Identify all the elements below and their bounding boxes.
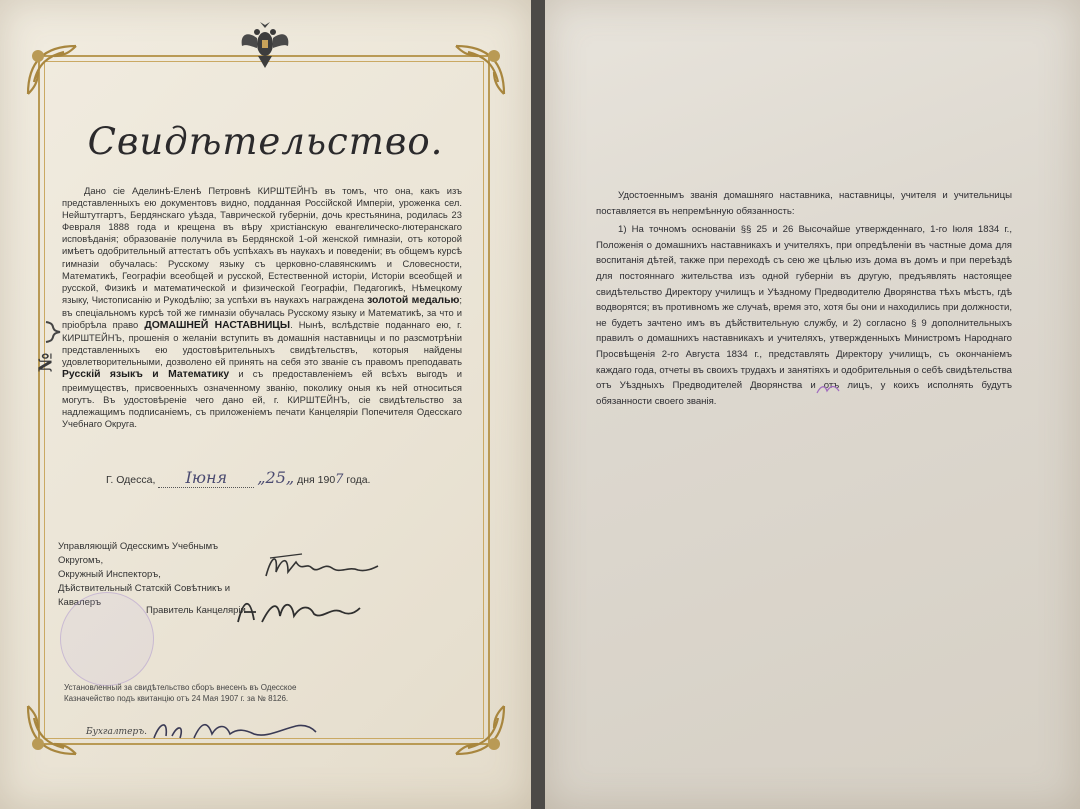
fee-note: Установленный за свидѣтельство сборъ внесенъ въ Одесское Казначейство подъ квитанцію отъ 24 Мая 1907 г. за № 8126. xyxy=(64,683,297,703)
chancery-seal-stamp xyxy=(60,592,154,686)
chancery-label: Правитель Канцеляріи xyxy=(146,605,246,616)
obligations-rules: 1) На точномъ основаніи §§ 25 и 26 Высочайше утвержденнаго, 1-го Іюля 1834 г., Положенія о домашнихъ наставникахъ и учителяхъ, при опредѣленіи въ частные дома для воспитанія дѣтей, также при переходѣ съ сею же цѣлью изъ дома въ домъ и при переѣздѣ для постояннаго жительства изъ одной губерніи въ другую, предъявлять настоящее свидѣтельство Директору училищъ и Уѣздному Предводителю Дворянства тѣхъ мѣстъ, гдѣ водворятся; въ противномъ же случаѣ, время это, хотя бы они и находились при должности, не будетъ зачтено имъ въ дѣйствительную службу, и 2) согласно § 9 дополнительныхъ правилъ о домашнихъ наставникахъ и учителяхъ, утвержденныхъ Министромъ Народнаго Просвѣщенія 2-го Августа 1834 г., представлять Директору училищъ, съ окончаніемъ каждаго года, отчеты въ своихъ трудахъ и занятіяхъ и одобрительныя о себѣ свидѣтельства отъ Уѣздныхъ Предводителей Дворянства и отъ лицъ, у коихъ исполнять будутъ обязанности своего званія. xyxy=(596,224,1012,407)
body-paragraph-3: . Нынѣ, вслѣдствіе поданнаго ею, г. КИРШТЕЙНЪ, прошенія о желаніи вступить въ домашнія наставницы и по разсмотрѣніи представленныхъ ею удостовѣрительныхъ свидѣтельствъ, которыя найдены удовлетворительными, дозволено ей принять на себя это званіе съ правомъ преподавать xyxy=(62,319,462,368)
body-paragraph-2: ; въ спеціальномъ курсѣ той же гимназіи обучалась Русскому языку и Математикѣ, за что и пріобрѣла право xyxy=(62,293,462,331)
body-paragraph-4: и съ предоставленіемъ ей всѣхъ выгодъ и преимуществъ, присвоенныхъ означенному званію, поколику оныя къ ней относиться могутъ. Въ удостовѣреніе чего дано ей, г. КИРШТЕЙНЪ, сіе свидѣтельство за надлежащимъ подписаніемъ, съ приложеніемъ печати Канцеляріи Попечителя Одесскаго Учебнаго Округа. xyxy=(62,368,462,429)
official-line-3: Дѣйствительный Статскій Совѣтникъ и Кавалеръ xyxy=(58,583,231,608)
year-suffix: года. xyxy=(346,474,371,486)
page-gutter xyxy=(531,0,545,809)
place-text: Г. Одесса, xyxy=(106,474,156,486)
purple-ink-mark xyxy=(815,383,841,397)
number-label: № xyxy=(35,352,57,373)
handwritten-month: Іюня xyxy=(185,468,228,487)
chancery-signature xyxy=(232,592,362,628)
body-paragraph-1: Дано сіе Аделинѣ-Еленѣ Петровнѣ КИРШТЕЙНЪ въ томъ, что она, какъ изъ представленныхъ ею документовъ видно, подданная Россійской Имперіи, уроженка сел. Нейштутгартъ, Бердянскаго уѣзда, Таврической губерніи, дочь крестьянина, родилась 23 Февраля 1888 года и крещена въ вѣру христіанскую евангелическо-лютеранскаго исповѣданія; образованіе получила въ Бердянской 1-ой женской гимназіи, отъ которой имѣетъ одобрительный аттестатъ объ успѣхахъ въ наукахъ и поведеніи; въ общемъ курсѣ гимназіи обучалась: Русскому языку съ церковно-славянскимъ и Словесности, Математикѣ, Географіи всеобщей и русской, Естественной исторіи, Исторіи всеобщей и русской, Физикѣ и математической и физической Географіи, Педагогикѣ, Нѣмецкому языку, Чистописанію и Рукодѣлію; за успѣхи въ наукахъ награждена xyxy=(62,185,462,305)
corner-ornament-bottom-right xyxy=(452,702,508,758)
subjects-text: Русскій языкъ и Математику xyxy=(62,369,230,381)
number-scribble-mark xyxy=(42,318,64,346)
double-headed-eagle-emblem xyxy=(238,20,292,70)
handwritten-year-digit: 7 xyxy=(335,472,344,487)
official-line-1: Управляющій Одесскимъ Учебнымъ Округомъ, xyxy=(58,541,219,566)
certificate-body xyxy=(62,185,462,430)
certificate-number xyxy=(35,318,64,378)
official-line-2: Окружный Инспекторъ, xyxy=(58,569,161,580)
handwritten-day: „25„ xyxy=(257,468,295,487)
accountant-label: Бухгалтеръ. xyxy=(86,727,148,737)
year-prefix: дня 190 xyxy=(297,474,336,486)
certificate-front-page xyxy=(0,0,531,809)
right-title-text: ДОМАШНЕЙ НАСТАВНИЦЫ xyxy=(144,320,291,332)
certificate-title: Свидѣтельство. xyxy=(87,120,444,163)
corner-ornament-top-right xyxy=(452,42,508,98)
gold-medal-text: золотой медалью xyxy=(367,294,460,306)
official-signature xyxy=(262,548,382,584)
accountant-signature xyxy=(150,712,320,748)
date-place-line xyxy=(106,468,370,488)
obligations-text xyxy=(596,188,1012,412)
corner-ornament-top-left xyxy=(24,42,80,98)
obligations-intro: Удостоеннымъ званія домашняго наставника, наставницы, учителя и учительницы поставляется въ непремѣнную обязанность: xyxy=(596,190,1012,217)
corner-ornament-bottom-left xyxy=(24,702,80,758)
